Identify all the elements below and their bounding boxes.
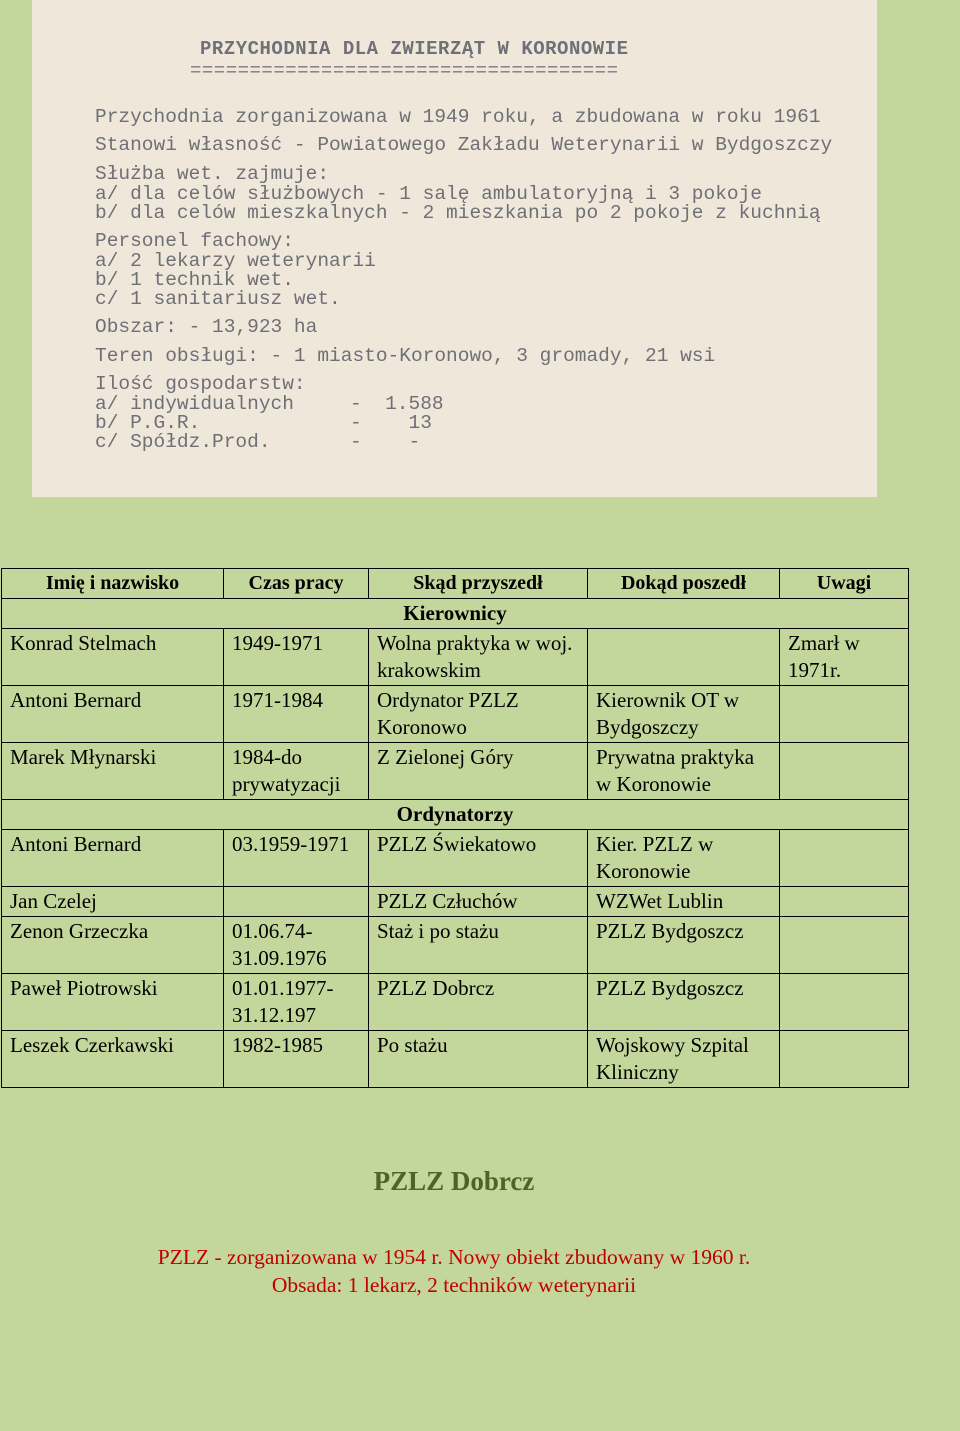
cell-from: PZLZ Człuchów: [369, 887, 588, 917]
cell-to: [588, 629, 780, 686]
cell-notes: [780, 830, 909, 887]
archival-typewritten-scan: [32, 0, 877, 497]
scan-line: Przychodnia zorganizowana w 1949 roku, a zbudowana w roku 1961: [95, 106, 821, 128]
cell-notes: [780, 974, 909, 1031]
cell-to: PZLZ Bydgoszcz: [588, 917, 780, 974]
cell-period: 01.01.1977-31.12.197: [224, 974, 369, 1031]
scan-line: a/ 2 lekarzy weterynarii: [95, 250, 376, 272]
cell-period: 1982-1985: [224, 1031, 369, 1088]
scan-line: Stanowi własność - Powiatowego Zakładu Weterynarii w Bydgoszczy: [95, 134, 833, 156]
column-header-name: Imię i nazwisko: [2, 569, 224, 599]
cell-name: Zenon Grzeczka: [2, 917, 224, 974]
cell-name: Marek Młynarski: [2, 743, 224, 800]
scan-line: Obszar: - 13,923 ha: [95, 316, 318, 338]
section-row-ordynatorzy: [2, 800, 909, 830]
cell-notes: [780, 1031, 909, 1088]
cell-name: Leszek Czerkawski: [2, 1031, 224, 1088]
scan-line: a/ indywidualnych: [95, 393, 294, 415]
cell-period: 1984-do prywatyzacji: [224, 743, 369, 800]
scan-line: b/ P.G.R.: [95, 412, 201, 434]
column-header-period: Czas pracy: [224, 569, 369, 599]
cell-from: Wolna praktyka w woj. krakowskim: [369, 629, 588, 686]
cell-notes: [780, 743, 909, 800]
section-row-kierownicy: [2, 599, 909, 629]
table-row: [2, 686, 909, 743]
table-row: [2, 1031, 909, 1088]
scan-line: Ilość gospodarstw:: [95, 373, 306, 395]
cell-period: 01.06.74-31.09.1976: [224, 917, 369, 974]
table-row: [2, 887, 909, 917]
staffing-line: Obsada: 1 lekarz, 2 techników weterynarii: [271, 1273, 637, 1297]
cell-name: Paweł Piotrowski: [2, 974, 224, 1031]
cell-name: Konrad Stelmach: [2, 629, 224, 686]
cell-notes: [780, 686, 909, 743]
scan-value: - 1.588: [350, 393, 444, 415]
cell-from: Ordynator PZLZ Koronowo: [369, 686, 588, 743]
cell-to: Kier. PZLZ w Koronowie: [588, 830, 780, 887]
scan-value: - -: [350, 431, 421, 453]
cell-period: 03.1959-1971: [224, 830, 369, 887]
cell-name: Antoni Bernard: [2, 830, 224, 887]
table-row: [2, 974, 909, 1031]
cell-period: 1971-1984: [224, 686, 369, 743]
column-header-to: Dokąd poszedł: [588, 569, 780, 599]
scan-line: a/ dla celów służbowych - 1 salę ambulatoryjną i 3 pokoje: [95, 183, 763, 205]
scan-title: PRZYCHODNIA DLA ZWIERZĄT W KORONOWIE: [200, 38, 629, 60]
scan-line: Personel fachowy:: [95, 230, 294, 252]
cell-to: Kierownik OT w Bydgoszczy: [588, 686, 780, 743]
cell-notes: Zmarł w 1971r.: [780, 629, 909, 686]
scan-value: - 13: [350, 412, 432, 434]
cell-to: PZLZ Bydgoszcz: [588, 974, 780, 1031]
scan-line: c/ Spółdz.Prod.: [95, 431, 271, 453]
staff-table: [1, 568, 909, 1088]
cell-to: Prywatna praktyka w Koronowie: [588, 743, 780, 800]
cell-to: Wojskowy Szpital Kliniczny: [588, 1031, 780, 1088]
scan-line: c/ 1 sanitariusz wet.: [95, 288, 341, 310]
section-label: Kierownicy: [2, 599, 909, 629]
column-header-from: Skąd przyszedł: [369, 569, 588, 599]
scan-line: b/ dla celów mieszkalnych - 2 mieszkania po 2 pokoje z kuchnią: [95, 202, 821, 224]
table-row: [2, 629, 909, 686]
cell-notes: [780, 887, 909, 917]
cell-from: Po stażu: [369, 1031, 588, 1088]
scan-line: b/ 1 technik wet.: [95, 269, 294, 291]
scan-line: Służba wet. zajmuje:: [95, 163, 330, 185]
cell-to: WZWet Lublin: [588, 887, 780, 917]
section-title: PZLZ Dobrcz: [373, 1166, 535, 1196]
section-label: Ordynatorzy: [2, 800, 909, 830]
cell-notes: [780, 917, 909, 974]
table-header-row: [2, 569, 909, 599]
cell-from: PZLZ Świekatowo: [369, 830, 588, 887]
scan-underline: ====================================: [190, 60, 619, 82]
cell-period: 1949-1971: [224, 629, 369, 686]
description-line: PZLZ - zorganizowana w 1954 r. Nowy obiekt zbudowany w 1960 r.: [157, 1245, 751, 1269]
cell-period: [224, 887, 369, 917]
cell-from: Z Zielonej Góry: [369, 743, 588, 800]
cell-from: PZLZ Dobrcz: [369, 974, 588, 1031]
cell-name: Antoni Bernard: [2, 686, 224, 743]
cell-from: Staż i po stażu: [369, 917, 588, 974]
table-row: [2, 830, 909, 887]
table-row: [2, 917, 909, 974]
column-header-notes: Uwagi: [780, 569, 909, 599]
table-row: [2, 743, 909, 800]
cell-name: Jan Czelej: [2, 887, 224, 917]
scan-line: Teren obsługi: - 1 miasto-Koronowo, 3 gromady, 21 wsi: [95, 345, 716, 367]
